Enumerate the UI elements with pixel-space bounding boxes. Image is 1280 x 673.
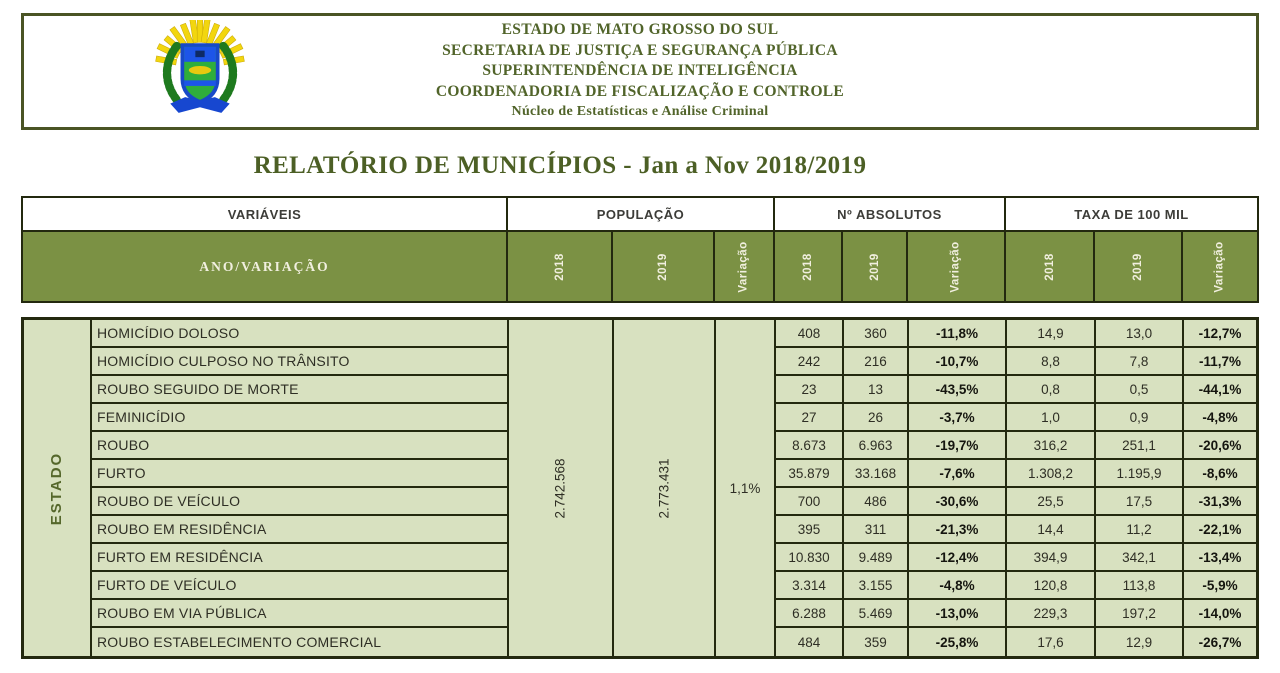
abs-variation-value: -21,3% xyxy=(907,516,1005,544)
abs-2018-value: 35.879 xyxy=(774,460,842,488)
report-title: RELATÓRIO DE MUNICÍPIOS - Jan a Nov 2018/2019 xyxy=(253,152,867,179)
abs-2018-value: 242 xyxy=(774,348,842,376)
abs-2018-value: 484 xyxy=(774,628,842,656)
taxa-2018-header-label: 2018 xyxy=(1043,252,1056,281)
letterhead-box xyxy=(21,13,1259,130)
abs-2019-value: 13 xyxy=(842,376,907,404)
abs-2018-value: 700 xyxy=(774,488,842,516)
sub-header-ano-variacao: ANO/VARIAÇÃO xyxy=(23,232,506,301)
population-variation-text: 1,1% xyxy=(729,480,761,496)
taxa-2019-value: 12,9 xyxy=(1094,628,1182,656)
taxa-2018-value: 120,8 xyxy=(1005,572,1094,600)
abs-variation-value: -10,7% xyxy=(907,348,1005,376)
crime-row-label: ROUBO SEGUIDO DE MORTE xyxy=(90,376,507,404)
abs-variation-value: -7,6% xyxy=(907,460,1005,488)
taxa-2018-header xyxy=(1004,232,1093,301)
abs-2018-header xyxy=(773,232,841,301)
row-group-estado xyxy=(24,320,90,656)
abs-2019-header-label: 2019 xyxy=(868,252,881,281)
taxa-2019-value: 13,0 xyxy=(1094,320,1182,348)
taxa-variation-value: -13,4% xyxy=(1182,544,1256,572)
abs-variation-value: -12,4% xyxy=(907,544,1005,572)
abs-variation-value: -13,0% xyxy=(907,600,1005,628)
abs-2019-value: 9.489 xyxy=(842,544,907,572)
crime-row-label: ROUBO DE VEÍCULO xyxy=(90,488,507,516)
taxa-variation-value: -12,7% xyxy=(1182,320,1256,348)
taxa-2018-value: 1.308,2 xyxy=(1005,460,1094,488)
pop-variacao-header-label: Variação xyxy=(737,240,750,293)
taxa-variation-value: -20,6% xyxy=(1182,432,1256,460)
population-2019-value xyxy=(612,320,714,656)
letterhead-line-5: Núcleo de Estatísticas e Análise Criminal xyxy=(511,104,769,120)
taxa-2019-value: 0,5 xyxy=(1094,376,1182,404)
abs-2019-value: 5.469 xyxy=(842,600,907,628)
taxa-2019-value: 342,1 xyxy=(1094,544,1182,572)
abs-variation-value: -19,7% xyxy=(907,432,1005,460)
pop-variacao-header xyxy=(713,232,773,301)
abs-2018-value: 8.673 xyxy=(774,432,842,460)
taxa-2018-value: 394,9 xyxy=(1005,544,1094,572)
pop-2019-header xyxy=(611,232,713,301)
letterhead-text xyxy=(24,16,1256,127)
abs-variation-value: -4,8% xyxy=(907,572,1005,600)
taxa-2018-value: 14,4 xyxy=(1005,516,1094,544)
taxa-variation-value: -5,9% xyxy=(1182,572,1256,600)
pop-2018-header xyxy=(506,232,611,301)
taxa-2019-value: 1.195,9 xyxy=(1094,460,1182,488)
column-group-absolutos: Nº ABSOLUTOS xyxy=(773,198,1004,232)
abs-2019-value: 6.963 xyxy=(842,432,907,460)
population-variation-value xyxy=(714,320,774,656)
abs-2018-value: 10.830 xyxy=(774,544,842,572)
crime-row-label: HOMICÍDIO CULPOSO NO TRÂNSITO xyxy=(90,348,507,376)
abs-2018-header-label: 2018 xyxy=(802,252,814,281)
abs-2019-value: 311 xyxy=(842,516,907,544)
crime-row-label: ROUBO EM RESIDÊNCIA xyxy=(90,516,507,544)
report-table-body xyxy=(21,317,1259,659)
population-2018-value xyxy=(507,320,612,656)
abs-2018-value: 6.288 xyxy=(774,600,842,628)
crime-row-label: FURTO DE VEÍCULO xyxy=(90,572,507,600)
abs-2019-value: 26 xyxy=(842,404,907,432)
taxa-2018-value: 25,5 xyxy=(1005,488,1094,516)
taxa-2018-value: 1,0 xyxy=(1005,404,1094,432)
abs-2019-value: 359 xyxy=(842,628,907,656)
row-group-estado-label: ESTADO xyxy=(48,451,66,525)
taxa-2019-value: 251,1 xyxy=(1094,432,1182,460)
taxa-2019-value: 113,8 xyxy=(1094,572,1182,600)
abs-variation-value: -25,8% xyxy=(907,628,1005,656)
abs-variation-value: -30,6% xyxy=(907,488,1005,516)
taxa-2019-value: 7,8 xyxy=(1094,348,1182,376)
abs-variacao-header xyxy=(906,232,1004,301)
abs-2019-value: 3.155 xyxy=(842,572,907,600)
crime-row-label: HOMICÍDIO DOLOSO xyxy=(90,320,507,348)
abs-2019-value: 33.168 xyxy=(842,460,907,488)
column-group-taxa: TAXA DE 100 MIL xyxy=(1004,198,1257,232)
taxa-variacao-header-label: Variação xyxy=(1213,240,1226,293)
abs-2019-header xyxy=(841,232,906,301)
taxa-2019-value: 197,2 xyxy=(1094,600,1182,628)
abs-variation-value: -43,5% xyxy=(907,376,1005,404)
pop-2019-header-label: 2019 xyxy=(657,252,669,281)
taxa-2018-value: 17,6 xyxy=(1005,628,1094,656)
letterhead-line-4: COORDENADORIA DE FISCALIZAÇÃO E CONTROLE xyxy=(435,82,845,100)
taxa-variation-value: -26,7% xyxy=(1182,628,1256,656)
abs-variation-value: -11,8% xyxy=(907,320,1005,348)
taxa-variation-value: -11,7% xyxy=(1182,348,1256,376)
abs-2019-value: 216 xyxy=(842,348,907,376)
population-2018-text: 2.742.568 xyxy=(553,457,568,519)
column-group-variaveis: VARIÁVEIS xyxy=(23,198,506,232)
crime-row-label: FEMINICÍDIO xyxy=(90,404,507,432)
taxa-variation-value: -44,1% xyxy=(1182,376,1256,404)
abs-2018-value: 27 xyxy=(774,404,842,432)
letterhead-line-3: SUPERINTENDÊNCIA DE INTELIGÊNCIA xyxy=(482,62,798,80)
abs-variacao-header-label: Variação xyxy=(949,240,962,293)
crime-row-label: FURTO EM RESIDÊNCIA xyxy=(90,544,507,572)
taxa-2019-header xyxy=(1093,232,1181,301)
crime-row-label: ROUBO xyxy=(90,432,507,460)
crime-row-label: FURTO xyxy=(90,460,507,488)
taxa-2018-value: 229,3 xyxy=(1005,600,1094,628)
taxa-2018-value: 316,2 xyxy=(1005,432,1094,460)
abs-2018-value: 408 xyxy=(774,320,842,348)
crime-row-label: ROUBO ESTABELECIMENTO COMERCIAL xyxy=(90,628,507,656)
population-2019-text: 2.773.431 xyxy=(656,457,672,519)
taxa-variacao-header xyxy=(1181,232,1257,301)
taxa-2019-header-label: 2019 xyxy=(1132,252,1144,281)
taxa-variation-value: -22,1% xyxy=(1182,516,1256,544)
taxa-variation-value: -31,3% xyxy=(1182,488,1256,516)
taxa-2018-value: 8,8 xyxy=(1005,348,1094,376)
taxa-2018-value: 0,8 xyxy=(1005,376,1094,404)
column-group-populacao: POPULAÇÃO xyxy=(506,198,773,232)
abs-2018-value: 3.314 xyxy=(774,572,842,600)
crime-row-label: ROUBO EM VIA PÚBLICA xyxy=(90,600,507,628)
abs-variation-value: -3,7% xyxy=(907,404,1005,432)
taxa-2019-value: 17,5 xyxy=(1094,488,1182,516)
letterhead-line-1: ESTADO DE MATO GROSSO DO SUL xyxy=(501,21,779,39)
taxa-variation-value: -8,6% xyxy=(1182,460,1256,488)
taxa-2019-value: 11,2 xyxy=(1094,516,1182,544)
abs-2019-value: 486 xyxy=(842,488,907,516)
pop-2018-header-label: 2018 xyxy=(553,252,566,281)
report-table-header xyxy=(21,196,1259,303)
taxa-2018-value: 14,9 xyxy=(1005,320,1094,348)
taxa-variation-value: -14,0% xyxy=(1182,600,1256,628)
abs-2018-value: 395 xyxy=(774,516,842,544)
abs-2019-value: 360 xyxy=(842,320,907,348)
abs-2018-value: 23 xyxy=(774,376,842,404)
taxa-2019-value: 0,9 xyxy=(1094,404,1182,432)
letterhead-line-2: SECRETARIA DE JUSTIÇA E SEGURANÇA PÚBLICA xyxy=(442,41,838,59)
taxa-variation-value: -4,8% xyxy=(1182,404,1256,432)
